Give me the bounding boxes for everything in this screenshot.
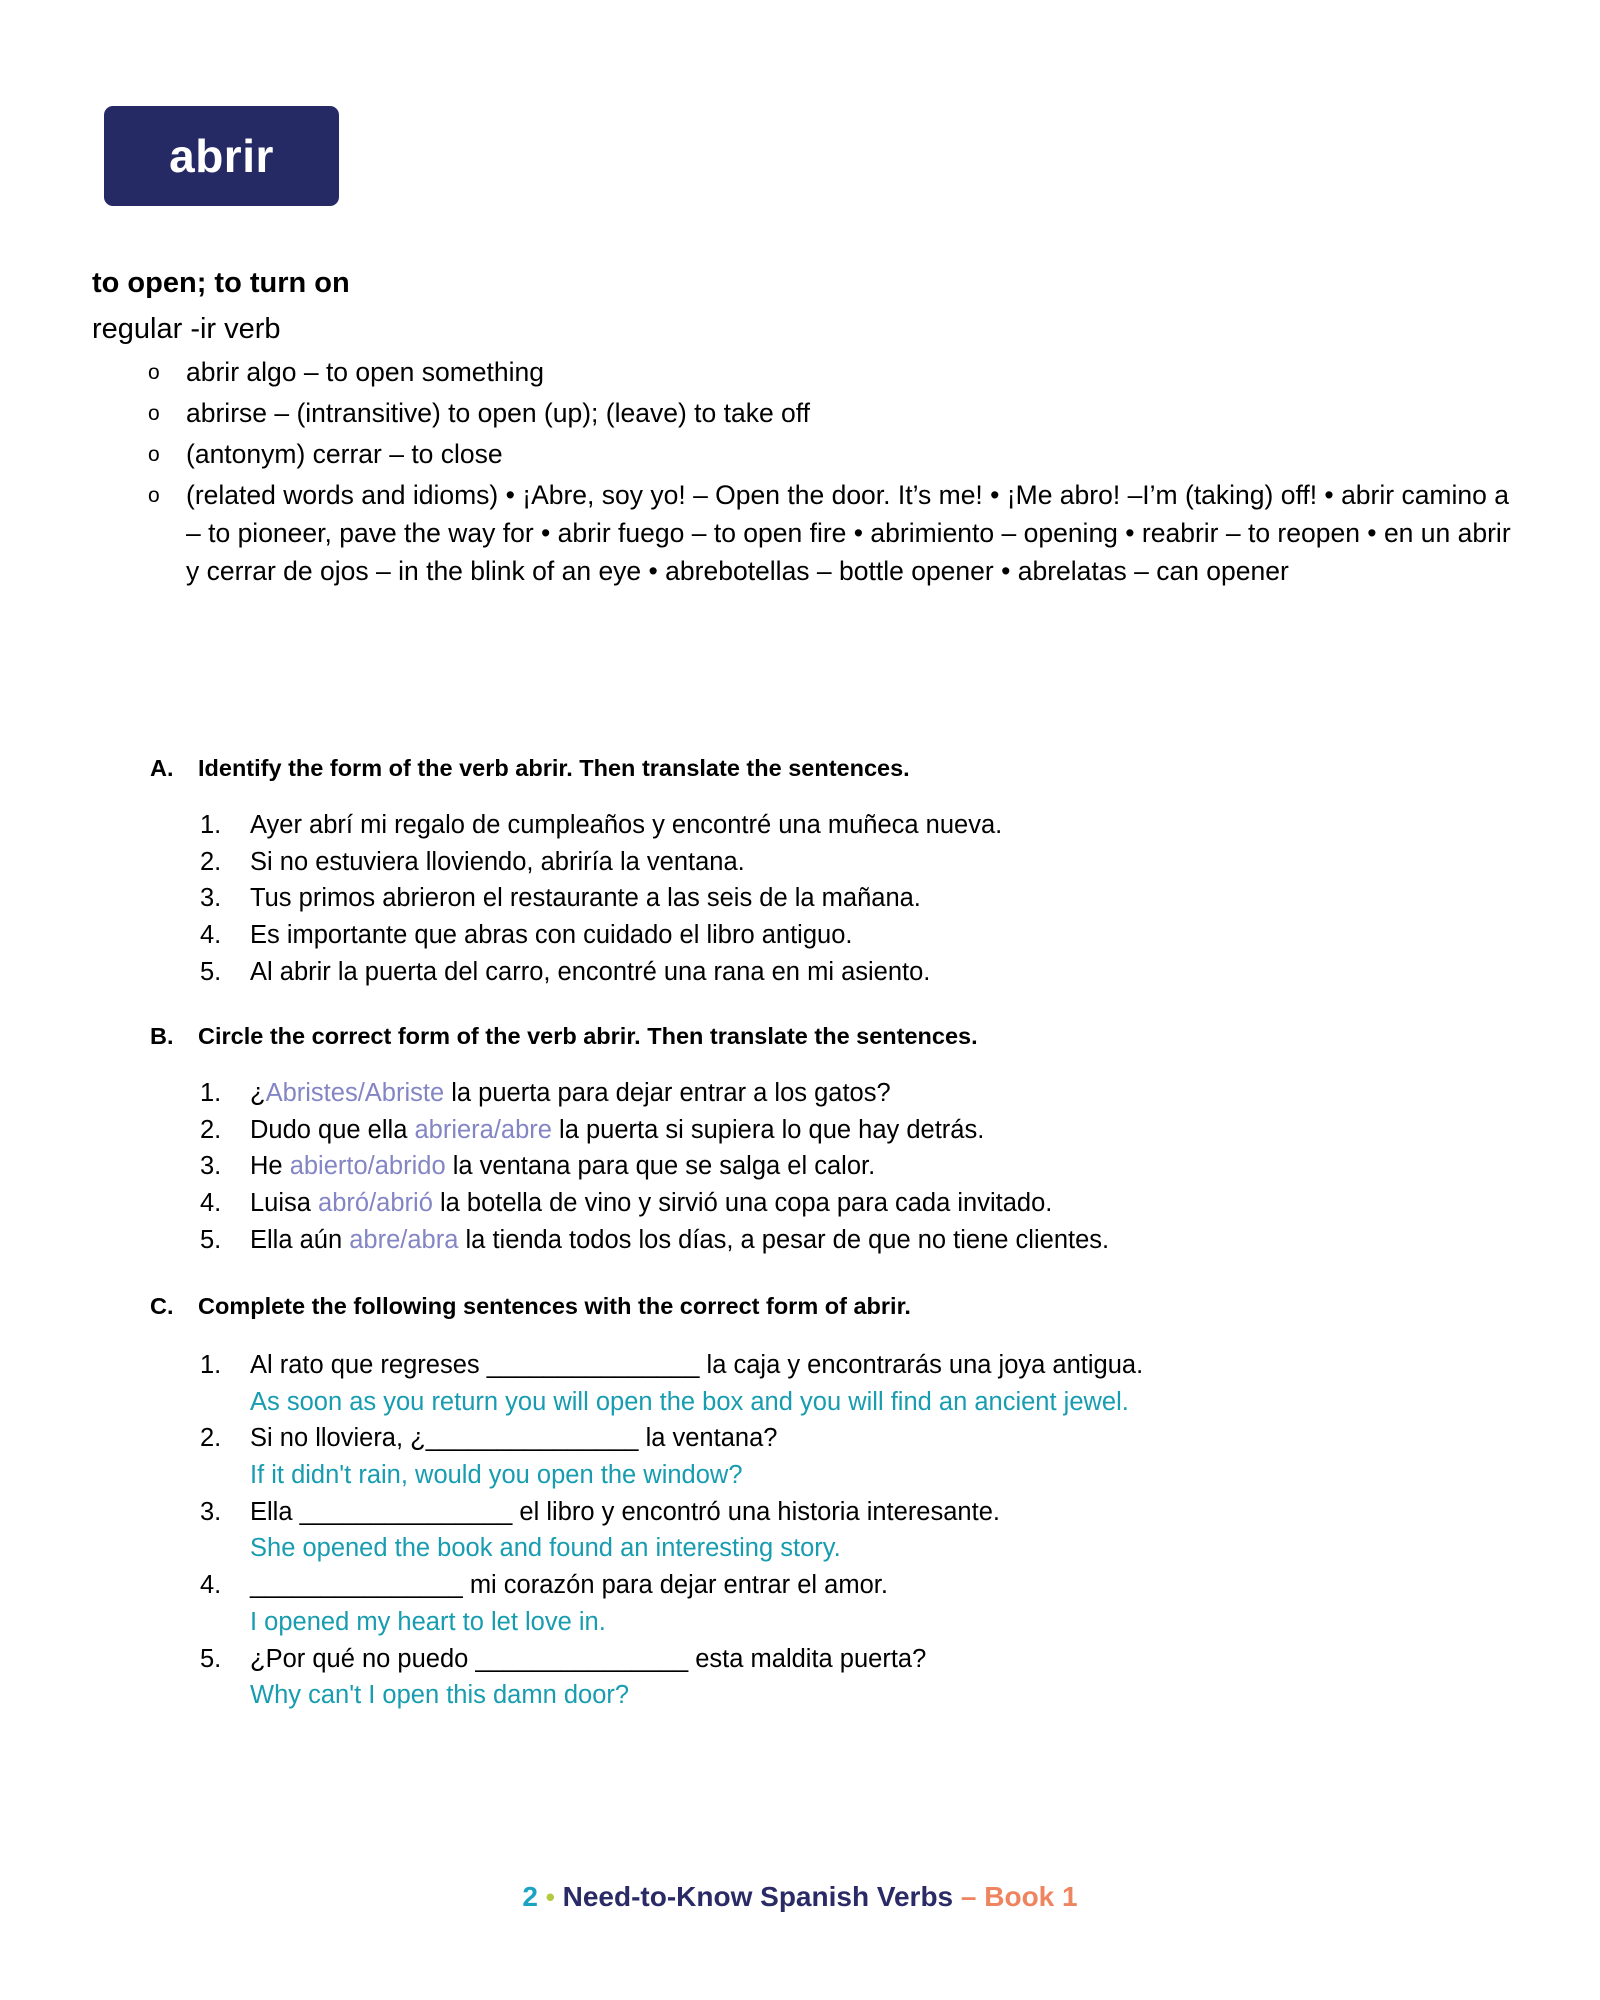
section-a-items	[92, 807, 1522, 991]
book-title: Need-to-Know Spanish Verbs	[562, 1881, 954, 1912]
exercise-section-c	[92, 1290, 1522, 1714]
translation-answer: She opened the book and found an interesting story.	[250, 1534, 841, 1563]
item-number: 1.	[200, 810, 222, 839]
verb-meaning: to open; to turn on	[92, 267, 350, 299]
translation-answer: If it didn't rain, would you open the window?	[250, 1461, 743, 1490]
item-number: 4.	[200, 1189, 222, 1218]
list-item	[92, 1641, 1522, 1714]
verb-type: regular -ir verb	[92, 313, 281, 346]
answer-blank[interactable]: _______________	[299, 1497, 513, 1526]
item-text-pre: He	[250, 1152, 290, 1181]
section-c-heading	[92, 1290, 1522, 1323]
item-text-post: la puerta si supiera lo que hay detrás.	[551, 1115, 985, 1144]
list-item	[92, 1185, 1522, 1222]
verb-notes-list	[92, 354, 1512, 590]
list-item	[92, 1494, 1522, 1567]
list-item: o (antonym) cerrar – to close	[92, 436, 1512, 474]
item-number: 2.	[200, 847, 222, 876]
answer-blank[interactable]: _______________	[486, 1350, 700, 1379]
section-b-items	[92, 1075, 1522, 1259]
item-number: 4.	[200, 1571, 222, 1600]
verb-choice[interactable]: abriera/abre	[414, 1115, 552, 1144]
item-text-post: esta maldita puerta?	[688, 1644, 927, 1673]
book-number: – Book 1	[960, 1881, 1078, 1912]
answer-blank[interactable]: _______________	[475, 1644, 689, 1673]
item-number: 5.	[200, 957, 222, 986]
list-item	[92, 1347, 1522, 1420]
list-item: o abrirse – (intransitive) to open (up); (leave) to take off	[92, 395, 1512, 433]
list-item	[92, 1222, 1522, 1259]
item-number: 2.	[200, 1424, 222, 1453]
verb-title-badge	[104, 106, 339, 206]
translation-answer: Why can't I open this damn door?	[250, 1681, 630, 1710]
item-text-post: el libro y encontró una historia interesante.	[512, 1497, 1000, 1526]
list-item	[92, 807, 1522, 844]
section-a-letter: A.	[150, 755, 174, 781]
section-c-letter: C.	[150, 1293, 174, 1319]
list-item	[92, 1420, 1522, 1493]
verb-choice[interactable]: abró/abrió	[318, 1189, 433, 1218]
verb-choice[interactable]: abierto/abrido	[289, 1152, 446, 1181]
item-number: 2.	[200, 1115, 222, 1144]
item-text-pre: Ella	[250, 1497, 300, 1526]
item-text: Si no estuviera lloviendo, abriría la ventana.	[250, 847, 745, 876]
list-item	[92, 1567, 1522, 1640]
item-text: Tus primos abrieron el restaurante a las seis de la mañana.	[250, 884, 921, 913]
item-number: 1.	[200, 1078, 222, 1107]
section-c-items	[92, 1347, 1522, 1714]
item-text-post: mi corazón para dejar entrar el amor.	[462, 1571, 888, 1600]
item-text-pre: ¿Por qué no puedo	[250, 1644, 476, 1673]
item-text: Al abrir la puerta del carro, encontré una rana en mi asiento.	[250, 957, 931, 986]
section-b-instruction: Circle the correct form of the verb abrir. Then translate the sentences.	[198, 1023, 978, 1049]
item-text-pre: Luisa	[250, 1189, 319, 1218]
item-text-post: la ventana para que se salga el calor.	[445, 1152, 876, 1181]
item-text-post: la puerta para dejar entrar a los gatos?	[444, 1078, 891, 1107]
page-number: 2	[522, 1881, 538, 1912]
section-b-letter: B.	[150, 1023, 174, 1049]
item-number: 3.	[200, 1152, 222, 1181]
item-number: 5.	[200, 1225, 222, 1254]
item-text-pre: ¿	[250, 1078, 266, 1107]
list-item	[92, 1075, 1522, 1112]
bullet-separator-icon: •	[545, 1882, 555, 1912]
section-a-heading	[92, 752, 1522, 785]
item-number: 5.	[200, 1644, 222, 1673]
item-text-pre: Si no lloviera, ¿	[250, 1424, 426, 1453]
item-number: 3.	[200, 1497, 222, 1526]
item-number: 4.	[200, 921, 222, 950]
section-c-instruction: Complete the following sentences with the correct form of abrir.	[198, 1293, 911, 1319]
item-text-post: la botella de vino y sirvió una copa para cada invitado.	[432, 1189, 1053, 1218]
item-text-pre: Al rato que regreses	[250, 1350, 487, 1379]
list-item	[92, 844, 1522, 881]
answer-blank[interactable]: _______________	[425, 1424, 639, 1453]
item-text-pre: Ella aún	[250, 1225, 350, 1254]
exercise-section-a	[92, 752, 1522, 990]
item-number: 3.	[200, 884, 222, 913]
verb-title: abrir	[169, 130, 274, 182]
page-footer	[0, 1880, 1600, 1914]
section-b-heading	[92, 1020, 1522, 1053]
item-text-post: la caja y encontrarás una joya antigua.	[699, 1350, 1144, 1379]
answer-blank[interactable]: _______________	[250, 1571, 463, 1600]
list-item	[92, 954, 1522, 991]
verb-choice[interactable]: abre/abra	[349, 1225, 459, 1254]
item-text: Ayer abrí mi regalo de cumpleaños y encontré una muñeca nueva.	[250, 810, 1003, 839]
item-number: 1.	[200, 1350, 222, 1379]
exercise-section-b	[92, 1020, 1522, 1258]
list-item	[92, 1112, 1522, 1149]
list-item: o abrir algo – to open something	[92, 354, 1512, 392]
item-text-post: la ventana?	[638, 1424, 778, 1453]
item-text-pre: Dudo que ella	[250, 1115, 415, 1144]
translation-answer: I opened my heart to let love in.	[250, 1607, 606, 1636]
section-a-instruction: Identify the form of the verb abrir. Then translate the sentences.	[198, 755, 910, 781]
list-item: o (related words and idioms) • ¡Abre, soy yo! – Open the door. It’s me! • ¡Me abro! –I’m (taking) off! • abrir camino a – to pioneer, pave the way for • abrir fuego – to open fire • abrimiento – opening • reabrir – to reopen • en un abrir y cerrar de ojos – in the blink of an eye • abrebotellas – bottle opener • abrelatas – can opener	[92, 477, 1512, 591]
definition-block	[92, 262, 1512, 593]
item-text: Es importante que abras con cuidado el libro antiguo.	[250, 921, 853, 950]
list-item	[92, 880, 1522, 917]
translation-answer: As soon as you return you will open the box and you will find an ancient jewel.	[250, 1387, 1129, 1416]
list-item	[92, 1148, 1522, 1185]
item-text-post: la tienda todos los días, a pesar de que no tiene clientes.	[458, 1225, 1110, 1254]
verb-choice[interactable]: Abristes/Abriste	[265, 1078, 445, 1107]
list-item	[92, 917, 1522, 954]
